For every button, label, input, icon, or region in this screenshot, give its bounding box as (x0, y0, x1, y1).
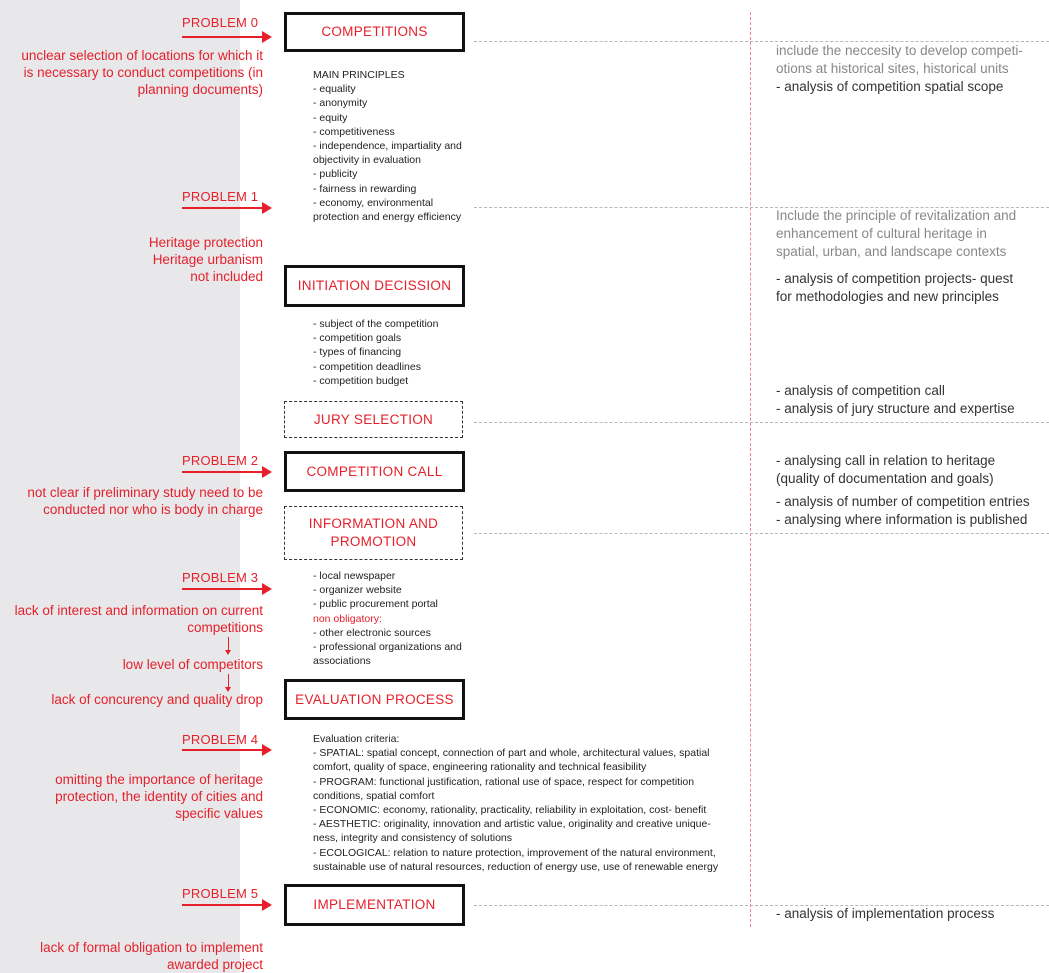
box-evaluation-process: EVALUATION PROCESS (284, 679, 465, 720)
problem-description (27, 484, 263, 518)
right-analysis-5: - analysis of implementation process (776, 906, 995, 921)
list-item: - SPATIAL: spatial concept, connection of part and whole, architectural values, spatial (313, 747, 710, 760)
problem-description (15, 602, 263, 636)
box-implementation: IMPLEMENTATION (284, 884, 465, 926)
problem-description (149, 234, 263, 285)
right-analysis-4 (776, 493, 1030, 529)
problem-label: PROBLEM 4 (182, 732, 259, 747)
list-item: - competitiveness (313, 125, 395, 138)
problem-text-line: awarded project (166, 957, 263, 972)
note-line: - analysis of competition call (776, 383, 945, 398)
list-item: - ECOLOGICAL: relation to nature protection, improvement of the natural environment, (313, 846, 716, 859)
problem-description (55, 771, 263, 822)
note-line: Include the principle of revitalization and (776, 208, 1017, 223)
arrow-down-icon (228, 637, 229, 651)
arrow-down-icon (228, 674, 229, 688)
note-line: spatial, urban, and landscape contexts (776, 244, 1007, 259)
arrow-right-icon (262, 583, 272, 595)
vertical-divider (750, 12, 751, 927)
list-item: comfort, quality of space, engineering rationality and technical feasibility (313, 761, 647, 774)
arrow-right-icon (262, 744, 272, 756)
note-line: enhancement of cultural heritage in (776, 226, 987, 241)
list-item: - local newspaper (313, 570, 396, 582)
problem-text-line: lack of formal obligation to implement (40, 940, 263, 955)
problem-text-line: competitions (187, 620, 263, 635)
initiation-list (313, 317, 438, 388)
right-note-1 (776, 207, 1016, 261)
note-line: (quality of documentation and goals) (776, 471, 994, 486)
arrow-right-icon (262, 466, 272, 478)
list-item: - competition deadlines (313, 360, 421, 373)
list-item: - anonymity (313, 97, 368, 110)
list-item: Evaluation criteria: (313, 733, 400, 745)
box-competition-call: COMPETITION CALL (284, 451, 465, 492)
problem-text-line: conducted nor who is body in charge (43, 502, 263, 517)
list-item: protection and energy efficiency (313, 211, 462, 224)
problem-text-line: lack of interest and information on current (14, 603, 263, 618)
principles-list (313, 68, 462, 224)
problem-text-line: protection, the identity of cities and (55, 789, 263, 804)
box-information-promotion (284, 506, 463, 560)
list-item: - professional organizations and (313, 641, 462, 654)
problem-label: PROBLEM 0 (182, 15, 259, 30)
list-item: ness, integrity and consistency of solutions (313, 832, 513, 845)
non-obligatory-label: non obligatory: (313, 612, 382, 625)
problem-arrow-line (182, 904, 264, 906)
problem-text-line: specific values (175, 806, 263, 821)
problem-description (21, 47, 263, 98)
list-item: - other electronic sources (313, 626, 431, 639)
box-label-line: PROMOTION (330, 534, 417, 549)
box-competitions: COMPETITIONS (284, 12, 465, 52)
problem-arrow-line (182, 36, 264, 38)
box-label-line: INFORMATION AND (308, 516, 439, 531)
problem-arrow-line (182, 471, 264, 473)
list-item: - subject of the competition (313, 318, 439, 330)
list-item: - competition budget (313, 374, 409, 387)
list-item: - equality (313, 83, 356, 96)
note-line: - analysis of number of competition entries (776, 494, 1030, 509)
list-item: - organizer website (313, 584, 402, 597)
box-initiation: INITIATION DECISSION (284, 265, 465, 307)
right-note-0 (776, 42, 1023, 78)
note-line: - analysing where information is published (776, 512, 1028, 527)
list-item: - publicity (313, 168, 358, 181)
arrow-right-icon (262, 202, 272, 214)
list-item: - fairness in rewarding (313, 182, 417, 195)
problem-text-line: Heritage urbanism (152, 252, 263, 267)
promotion-list (313, 569, 462, 668)
problem-label: PROBLEM 2 (182, 453, 259, 468)
problem-text-line: is necessary to conduct competitions (in (23, 65, 263, 80)
evaluation-list (313, 732, 718, 874)
list-item: - types of financing (313, 346, 402, 359)
problem-text-line: not included (190, 269, 263, 284)
list-item: - ECONOMIC: economy, rationality, practicality, reliability in exploitation, cost- benefit (313, 804, 707, 817)
right-analysis-3 (776, 452, 995, 488)
problem-chain-1: low level of competitors (122, 657, 263, 672)
list-item: MAIN PRINCIPLES (313, 69, 405, 81)
list-item: - AESTHETIC: originality, innovation and artistic value, originality and creative unique- (313, 818, 711, 831)
list-item: - economy, environmental (313, 196, 434, 209)
problem-text-line: Heritage protection (148, 235, 263, 250)
arrow-right-icon (262, 31, 272, 43)
note-line: - analysis of jury structure and expertise (776, 401, 1015, 416)
problem-text-line: not clear if preliminary study need to be (27, 485, 263, 500)
problem-label: PROBLEM 1 (182, 189, 259, 204)
problem-arrow-line (182, 749, 264, 751)
problem-description (40, 939, 263, 973)
problem-text-line: unclear selection of locations for which it (21, 48, 263, 63)
problem-arrow-line (182, 588, 264, 590)
list-item: - public procurement portal (313, 598, 438, 611)
list-item: - competition goals (313, 332, 402, 345)
arrow-right-icon (262, 899, 272, 911)
box-jury-selection: JURY SELECTION (284, 401, 463, 438)
right-analysis-0: - analysis of competition spatial scope (776, 79, 1004, 94)
note-line: otions at historical sites, historical units (776, 61, 1009, 76)
connector-info (474, 533, 1049, 534)
list-item: conditions, spatial comfort (313, 789, 435, 802)
note-line: - analysis of competition projects- quest (776, 271, 1014, 286)
list-item: sustainable use of natural resources, reduction of energy use, use of renewable energy (313, 860, 719, 873)
problem-text-line: omitting the importance of heritage (55, 772, 263, 787)
list-item: associations (313, 655, 371, 668)
problem-chain-2: lack of concurency and quality drop (51, 692, 263, 707)
note-line: for methodologies and new principles (776, 289, 999, 304)
problem-arrow-line (182, 207, 264, 209)
note-line: - analysing call in relation to heritage (776, 453, 996, 468)
problem-text-line: planning documents) (137, 82, 263, 97)
problem-label: PROBLEM 5 (182, 886, 259, 901)
list-item: - PROGRAM: functional justification, rational use of space, respect for competition (313, 775, 695, 788)
right-analysis-2 (776, 382, 1015, 418)
connector-jury (474, 422, 1049, 423)
list-item: - independence, impartiality and (313, 140, 462, 153)
list-item: - equity (313, 111, 348, 124)
note-line: include the neccesity to develop competi- (776, 43, 1023, 58)
right-analysis-1 (776, 270, 1013, 306)
list-item: objectivity in evaluation (313, 154, 421, 167)
problem-label: PROBLEM 3 (182, 570, 259, 585)
